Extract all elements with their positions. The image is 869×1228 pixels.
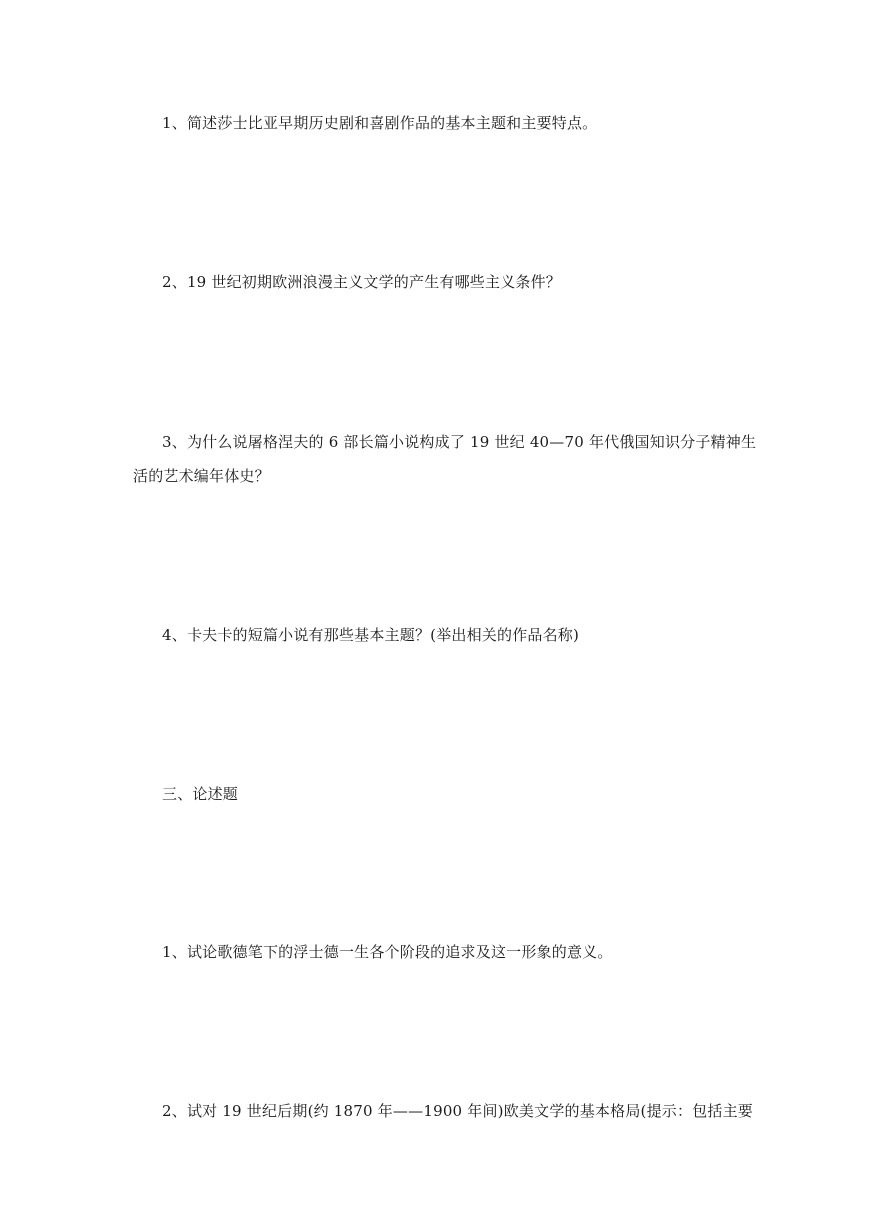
question-1-essay: 1、试论歌德笔下的浮士德一生各个阶段的追求及这一形象的意义。 xyxy=(162,943,613,961)
question-2-essay: 2、试对 19 世纪后期(约 1870 年——1900 年间)欧美文学的基本格局(提示：包括主要 xyxy=(162,1102,753,1120)
question-3-short-line1: 3、为什么说屠格涅夫的 6 部长篇小说构成了 19 世纪 40—70 年代俄国知识分子精神生 xyxy=(162,433,757,451)
question-4-short: 4、卡夫卡的短篇小说有那些基本主题？(举出相关的作品名称) xyxy=(162,626,580,644)
question-3-short-line2: 活的艺术编年体史？ xyxy=(133,467,270,485)
section-heading-essay: 三、论述题 xyxy=(162,785,239,803)
question-2-short: 2、19 世纪初期欧洲浪漫主义文学的产生有哪些主义条件？ xyxy=(162,273,562,291)
question-1-short: 1、简述莎士比亚早期历史剧和喜剧作品的基本主题和主要特点。 xyxy=(162,114,598,132)
